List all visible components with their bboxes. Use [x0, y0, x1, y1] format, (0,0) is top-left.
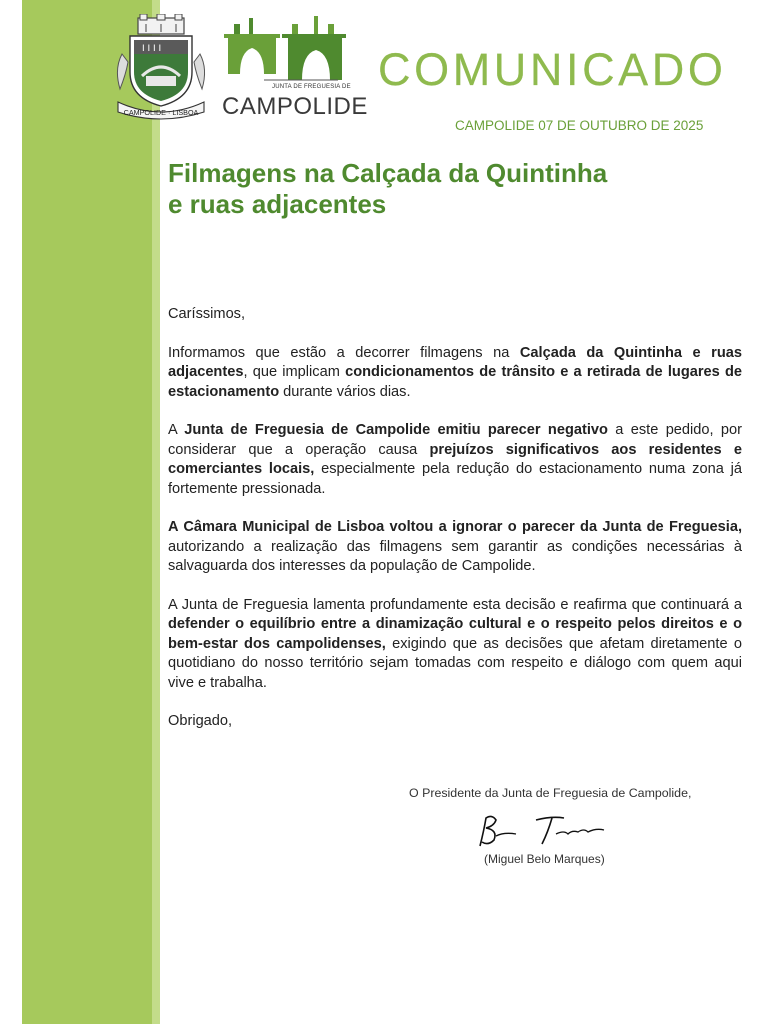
greeting: Caríssimos, — [168, 306, 246, 322]
paragraph-2: A Junta de Freguesia de Campolide emitiu parecer negativo a este pedido, por considerar que a operação causa prejuízos significativos aos residentes e comerciantes locais, especialmente pela redução do estacionamento numa zona já fortemente pressionada. — [168, 422, 743, 497]
signature-icon — [472, 810, 612, 854]
side-stripe — [22, 0, 160, 1024]
logo-name: CAMPOLIDE — [222, 93, 368, 120]
paragraph-4: A Junta de Freguesia lamenta profundamente esta decisão e reafirma que continuará a defender o equilíbrio entre a dinamização cultural e o respeito pelos direitos e o bem-estar dos campolidenses, exigindo que as decisões que afetam diretamente o quotidiano do nosso território sejam tomadas com respeito e diálogo com quem aqui vive e trabalha. — [168, 597, 742, 691]
signatory-title: O Presidente da Junta de Freguesia de Campolide, — [409, 786, 692, 800]
crest-ribbon-text: CAMPOLIDE · LISBOA — [123, 108, 199, 117]
coat-of-arms-icon — [112, 14, 210, 122]
svg-text:Ⅰ Ⅰ Ⅰ Ⅰ: Ⅰ Ⅰ Ⅰ Ⅰ — [142, 44, 162, 54]
document-date: CAMPOLIDE 07 DE OUTUBRO DE 2025 — [455, 118, 704, 133]
headline: COMUNICADO — [378, 44, 727, 95]
closing: Obrigado, — [168, 713, 233, 730]
side-stripe-edge — [152, 0, 160, 1024]
signatory-name: (Miguel Belo Marques) — [484, 852, 605, 866]
letter-body — [168, 305, 742, 751]
document-title — [168, 158, 708, 220]
title-line-2: e ruas adjacentes — [168, 189, 387, 219]
paragraph-1: Informamos que estão a decorrer filmagens na Calçada da Quintinha e ruas adjacentes, que implicam condicionamentos de trânsito e a retirada de lugares de estacionamento durante vários dias. — [168, 344, 743, 400]
paragraph-3: A Câmara Municipal de Lisboa voltou a ignorar o parecer da Junta de Freguesia, autorizando a realização das filmagens sem garantir as condições necessárias à salvaguarda dos interesses da população de Campolide. — [168, 519, 742, 575]
title-line-1: Filmagens na Calçada da Quintinha — [168, 158, 608, 188]
logo-subtitle: JUNTA DE FREGUESIA DE — [272, 84, 351, 90]
